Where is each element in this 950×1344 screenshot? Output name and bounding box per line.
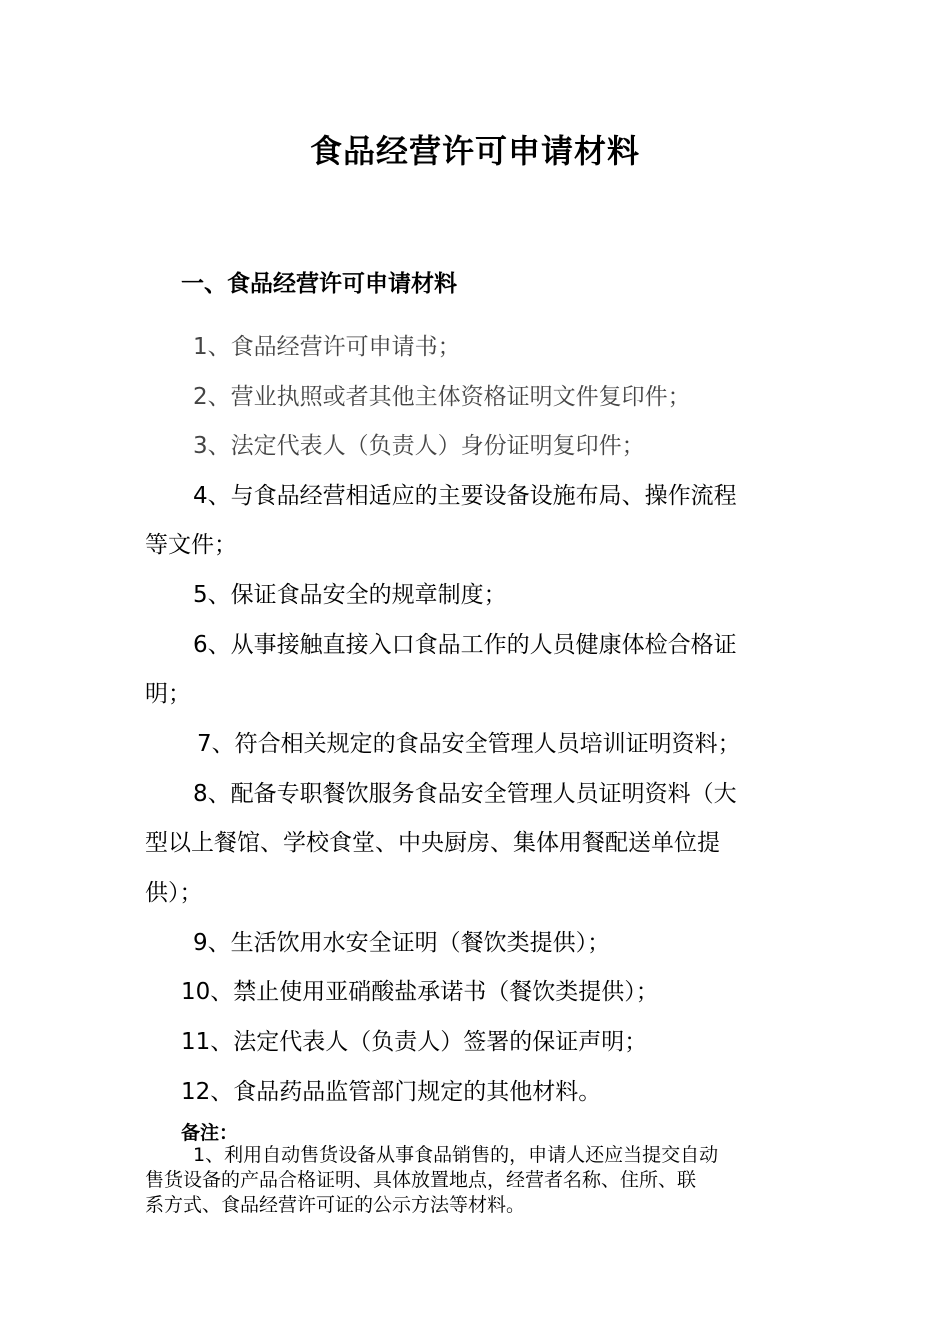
list-item-10: 10、禁止使用亚硝酸盐承诺书（餐饮类提供）； xyxy=(181,979,659,1005)
list-item-7: 7、符合相关规定的食品安全管理人员培训证明资料； xyxy=(197,731,741,757)
note-line-3: 系方式、食品经营许可证的公示方法等材料。 xyxy=(145,1194,526,1216)
note-text xyxy=(145,1143,810,1218)
note-line-2: 售货设备的产品合格证明、具体放置地点，经营者名称、住所、联 xyxy=(145,1169,697,1191)
list-item-1: 1、食品经营许可申请书； xyxy=(193,334,461,360)
list-item-8-line2: 型以上餐馆、学校食堂、中央厨房、集体用餐配送单位提 xyxy=(145,830,720,856)
list-item-12: 12、食品药品监管部门规定的其他材料。 xyxy=(181,1079,602,1105)
note-title: 备注： xyxy=(181,1122,239,1144)
list-item-4-line1: 4、与食品经营相适应的主要设备设施布局、操作流程 xyxy=(193,483,737,509)
section-heading: 一、食品经营许可申请材料 xyxy=(181,271,457,297)
list-item-11: 11、法定代表人（负责人）签署的保证声明； xyxy=(181,1029,648,1055)
document-title: 食品经营许可申请材料 xyxy=(309,132,640,170)
list-item-9: 9、生活饮用水安全证明（餐饮类提供）； xyxy=(193,930,611,956)
list-item-3: 3、法定代表人（负责人）身份证明复印件； xyxy=(193,433,645,459)
list-item-4-line2: 等文件； xyxy=(145,532,237,558)
list-item-2: 2、营业执照或者其他主体资格证明文件复印件； xyxy=(193,384,691,410)
list-item-8-line3: 供）； xyxy=(145,880,203,906)
note-line-1: 1、利用自动售货设备从事食品销售的，申请人还应当提交自动 xyxy=(193,1144,719,1166)
list-item-5: 5、保证食品安全的规章制度； xyxy=(193,582,507,608)
list-item-8-line1: 8、配备专职餐饮服务食品安全管理人员证明资料（大 xyxy=(193,781,737,807)
list-item-6-line1: 6、从事接触直接入口食品工作的人员健康体检合格证 xyxy=(193,632,737,658)
list-item-6-line2: 明； xyxy=(145,681,191,707)
